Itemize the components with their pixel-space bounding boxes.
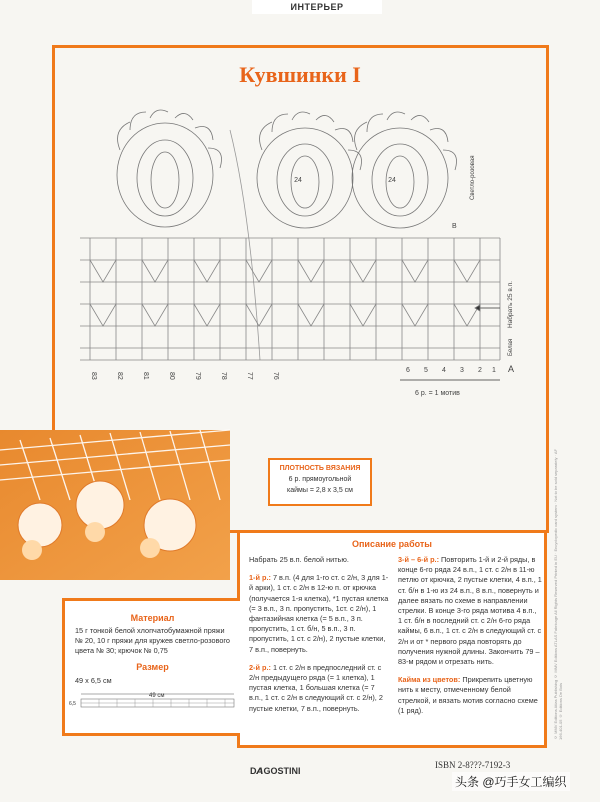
gauge-line1: 6 р. прямоугольной [288,476,352,483]
material-frame [62,598,240,736]
description-col-left [249,555,389,714]
stitch-count-1: 24 [294,177,302,184]
row3-paragraph: 3-й – 6-й р.: Повторить 1-й и 2-й ряды, в конце 6-го ряда 24 в.п., 1 ст. с 2/н в 11-ю петлю от крючка, 2 пустые клетки, 4 в.п., 1 ст. б/н в 1-ю из 24 в.п., 8 в.п., повернуть и далее вязать по схеме в направлении стрелки. В конце 3-го ряда мотива 4 в.п., 1 ст. б/н в последний ст. с 2/н 6-го ряда каймы, 6 в.п., 1 ст. с 2/н в следующий ст. с 2/н и от * первого ряда повторять до получения нужной длины. Закончить 79 – 83-м рядом и отрезать нить. [398,555,542,667]
watermark: 头条 @巧手女工编织 [452,772,570,791]
mesh-grid [80,238,500,360]
size-sketch [69,689,239,711]
repeat-label: 6 р. = 1 мотив [415,390,460,397]
svg-text:80: 80 [168,372,175,380]
description-col-right [398,555,542,716]
description-frame [237,530,547,748]
copyright-strip: © MMV Editions Atlas Publishing © MMV Editions ATLAS Fabricage All Rights Reserved Printed in EU · Encyclopedic card system · Not to be sold separately · AF 166-401-05 © Editions De Bois [553,449,563,740]
row-numbers-left [90,372,279,380]
section-tab: ИНТЕРЬЕР [252,0,382,14]
gauge-line2: каймы = 2,8 x 3,5 см [287,487,353,494]
svg-text:3: 3 [460,367,464,374]
publisher-logo: D𝘼GOSTINI [250,766,301,776]
svg-text:79: 79 [194,372,201,380]
gauge-title: ПЛОТНОСТЬ ВЯЗАНИЯ [279,465,361,472]
size-title: Размер [136,662,169,672]
size-text: 49 x 6,5 см [75,676,112,685]
stitch-count-2: 24 [388,177,396,184]
label-color: Светло-розовая [470,155,476,200]
svg-text:77: 77 [246,372,253,380]
crochet-chart [80,110,520,400]
mark-a: A [508,364,515,374]
svg-text:5: 5 [424,367,428,374]
intro-text: Набрать 25 в.п. белой нитью. [249,555,349,564]
material-title: Материал [130,613,175,623]
description-title: Описание работы [352,539,432,549]
material-text: 15 г тонкой белой хлопчатобумажной пряжи № 20, 10 г пряжи для кружев светло-розового цвета № 30; крючок № 0,75 [75,626,230,655]
lace-photo [0,430,230,580]
svg-text:83: 83 [90,372,97,380]
svg-text:76: 76 [272,372,279,380]
flower-motif-1 [117,110,222,227]
row2-paragraph: 2-й р.: 1 ст. с 2/н в предпоследний ст. с 2/н предыдущего ряда (= 1 клетка), 1 пустая клетка, 1 большая клетка (= 7 в.п., 1 ст. с 2/н в следующий ст. с 2/н), 2 пустые клетки, 7 в.п., повернуть. [249,662,383,713]
measure-width: 49 см [149,693,165,699]
label-white: Белая [508,338,514,356]
row-numbers-bottom [406,367,496,374]
isbn: ISBN 2-8???-7192-3 [435,760,511,770]
mark-b: B [452,223,457,230]
svg-text:81: 81 [142,372,149,380]
svg-text:6: 6 [406,367,410,374]
page-title: Кувшинки I [239,62,361,87]
svg-text:82: 82 [116,372,123,380]
gauge-box [268,458,372,506]
flower-motif-3 [352,112,457,228]
measure-height: 6,5 [69,701,76,707]
svg-text:1: 1 [492,367,496,374]
svg-text:2: 2 [478,367,482,374]
edge-paragraph: Кайма из цветов: Прикрепить цветную нить к месту, отмеченному белой стрелкой, и вязать мотив согласно схеме (1 ряд). [398,675,538,715]
row1-paragraph: 1-й р.: 7 в.п. (4 для 1-го ст. с 2/н, 3 для 1-й арки), 1 ст. с 2/н в 12-ю п. от крючка (получается 1-я клетка), *1 пустая клетка (= 3 в.п., 3 п. пропустить, 1ст. с 2/н), 1 фантазийная клетка (= 5 в.п., 3 п. пропустить, 1 ст. б/н, 5 в.п., 3 п. пропустить, 1 ст. с 2/н), 2 пустые клетки, 7 в.п., повернуть. [249,573,389,654]
label-start: Набрать 25 в.п. [507,281,514,328]
svg-text:78: 78 [220,372,227,380]
flower-motif-2 [257,112,362,228]
svg-text:4: 4 [442,367,446,374]
